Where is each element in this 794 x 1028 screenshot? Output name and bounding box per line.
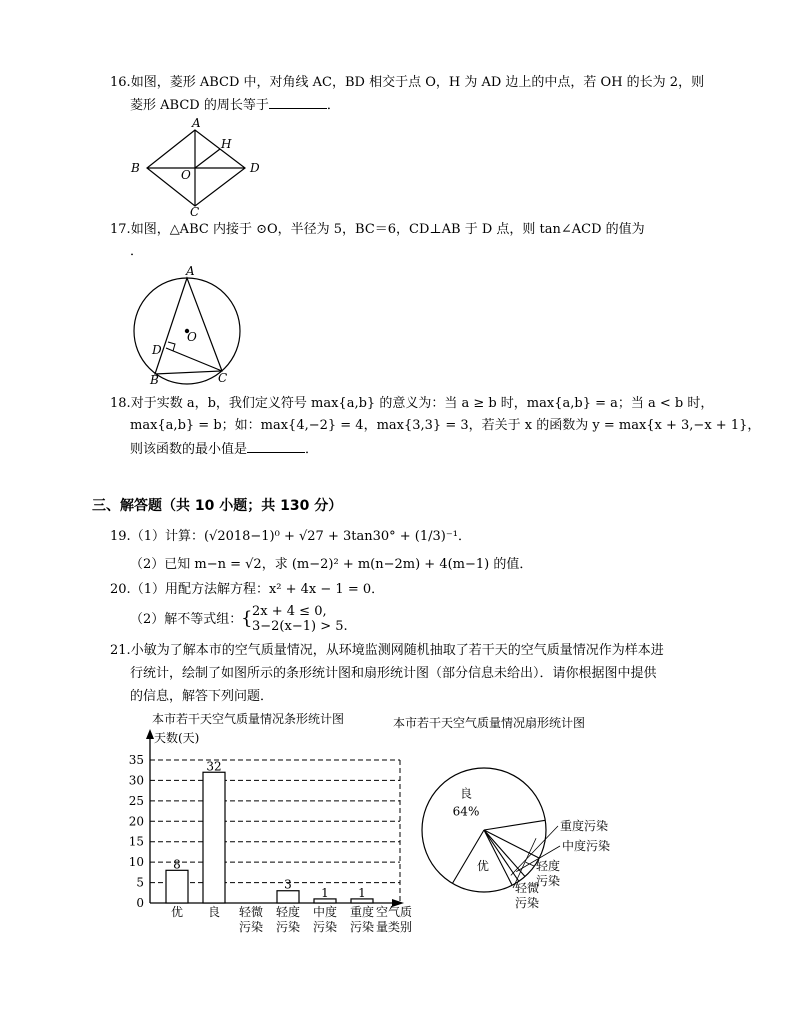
y-tick-label: 5 (136, 875, 144, 890)
q18-number: 18. (110, 396, 131, 411)
label-A: A (192, 118, 201, 130)
label-B: B (150, 373, 159, 387)
q20-ineq2: 3−2(x−1) > 5. (252, 619, 348, 634)
q16-text-end: ． (326, 98, 340, 113)
bar-chart (120, 725, 430, 935)
pie-slice-label: 污染 (515, 896, 540, 910)
pie-chart (410, 740, 640, 930)
answer-blank (247, 440, 305, 453)
brace-icon: { (241, 608, 253, 629)
q21-text-2: 行统计，绘制了如图所示的条形统计图和扇形统计图（部分信息未给出）．请你根据图中提供 (130, 666, 657, 681)
q20-part2 (130, 611, 242, 629)
label-O: O (181, 168, 191, 182)
pie-chart-title: 本市若干天空气质量情况扇形统计图 (393, 716, 586, 730)
q16-number: 16. (110, 75, 131, 90)
x-tick-label: 中度 (312, 905, 338, 919)
x-tick-label: 优 (170, 905, 184, 919)
q20-text-2: （2）解不等式组： (130, 612, 243, 627)
bar-value-label: 1 (358, 885, 366, 900)
rhombus-figure (125, 118, 270, 218)
bar-value-label: 32 (206, 759, 222, 774)
q17-text-1: 如图，△ABC 内接于 ⊙O，半径为 5，BC＝6，CD⊥AB 于 D 点，则 tan∠ACD 的值为 (130, 222, 645, 237)
q20-text-1: （1）用配方法解方程：x² + 4x − 1 = 0． (130, 582, 385, 597)
y-tick-label: 35 (128, 753, 144, 767)
y-tick-label: 10 (128, 855, 144, 870)
x-tick-label: 轻微 (238, 905, 264, 919)
y-axis-arrow-icon (146, 729, 154, 739)
q16-text-2: 菱形 ABCD 的周长等于 (130, 98, 269, 113)
pie-slice-label: 轻微 (515, 881, 540, 895)
x-tick-label: 污染 (312, 920, 338, 934)
pie-slice-label: 中度污染 (562, 839, 611, 853)
q19-text-1: （1）计算：(√2018−1)⁰ + √27 + 3tan30° + (1/3)⁻¹． (130, 529, 471, 544)
q18-line2 (130, 417, 760, 435)
y-tick-label: 25 (128, 793, 144, 808)
x-tick-label: 污染 (275, 920, 301, 934)
q16-line1 (110, 74, 704, 92)
q21-line2 (130, 665, 657, 683)
q21-text-1: 小敏为了解本市的空气质量情况，从环境监测网随机抽取了若干天的空气质量情况作为样本进 (130, 643, 664, 658)
pie-slice-label: 重度污染 (560, 819, 609, 833)
x-tick-label: 轻度 (275, 905, 301, 919)
label-D: D (152, 343, 162, 357)
q20-number: 20. (110, 582, 131, 597)
y-tick-label: 30 (128, 773, 144, 788)
label-B: B (131, 161, 140, 175)
answer-blank (269, 96, 327, 109)
bar-value-label: 3 (284, 877, 292, 892)
x-axis-label: 量类别 (376, 920, 413, 934)
y-tick-label: 0 (136, 896, 144, 910)
y-tick-label: 20 (128, 814, 144, 829)
label-A: A (186, 264, 195, 278)
q19-part1 (110, 528, 471, 546)
y-tick-label: 15 (128, 834, 144, 849)
x-tick-label: 污染 (238, 920, 264, 934)
q18-text-2: max{a,b} = b；如：max{4,−2} = 4，max{3,3} = 3，若关于 x 的函数为 y = max{x + 3,−x + 1}， (130, 418, 761, 433)
bar-value-label: 1 (321, 885, 329, 900)
q21-line1 (110, 642, 664, 660)
pie-slice-label: 轻度 (536, 859, 561, 873)
x-tick-label: 重度 (349, 905, 375, 919)
bar (203, 772, 225, 903)
q20-part1 (110, 581, 384, 599)
q17-text-end: ． (130, 244, 144, 259)
q16-text-1: 如图，菱形 ABCD 中，对角线 AC，BD 相交于点 O，H 为 AD 边上的中点，若 OH 的长为 2，则 (130, 75, 705, 90)
q19-part2 (130, 556, 532, 574)
q18-text-3: 则该函数的最小值是 (130, 442, 248, 457)
bar (277, 891, 299, 903)
circle-figure (130, 262, 250, 387)
bar (166, 870, 188, 903)
q16-line2 (130, 96, 340, 115)
bar-chart-title: 本市若干天空气质量情况条形统计图 (152, 712, 345, 726)
q18-line1 (110, 395, 713, 413)
label-C: C (190, 205, 200, 218)
pie-percent-label: 64% (452, 804, 480, 819)
q17-line2 (130, 243, 143, 261)
q17-number: 17. (110, 222, 131, 237)
x-axis-label: 空气质 (376, 905, 413, 919)
label-C: C (218, 371, 228, 385)
pie-label-excellent: 优 (476, 858, 489, 873)
q18-line3 (130, 440, 318, 459)
q21-number: 21. (110, 643, 131, 658)
label-O: O (187, 330, 197, 344)
label-H: H (221, 137, 232, 151)
y-axis-label: 天数(天) (154, 731, 200, 745)
q21-line3 (130, 688, 273, 706)
bar-value-label: 8 (173, 857, 181, 872)
q18-text-end: ． (305, 442, 319, 457)
q19-text-2: （2）已知 m−n = √2，求 (m−2)² + m(n−2m) + 4(m−1) 的值． (130, 557, 533, 572)
x-tick-label: 良 (207, 905, 221, 919)
q19-number: 19. (110, 529, 131, 544)
q20-ineq1: 2x + 4 ≤ 0, (252, 604, 327, 619)
section-title: 三、解答题（共 10 小题；共 130 分） (92, 498, 343, 514)
q21-text-3: 的信息，解答下列问题． (130, 689, 274, 704)
pie-label-good: 良 (460, 786, 473, 801)
x-tick-label: 污染 (349, 920, 375, 934)
label-D: D (250, 161, 260, 175)
pie-slice-label: 污染 (536, 874, 561, 888)
q18-text-1: 对于实数 a，b，我们定义符号 max{a,b} 的意义为：当 a ≥ b 时，max{a,b} = a；当 a < b 时， (130, 396, 714, 411)
q17-line1 (110, 221, 645, 239)
